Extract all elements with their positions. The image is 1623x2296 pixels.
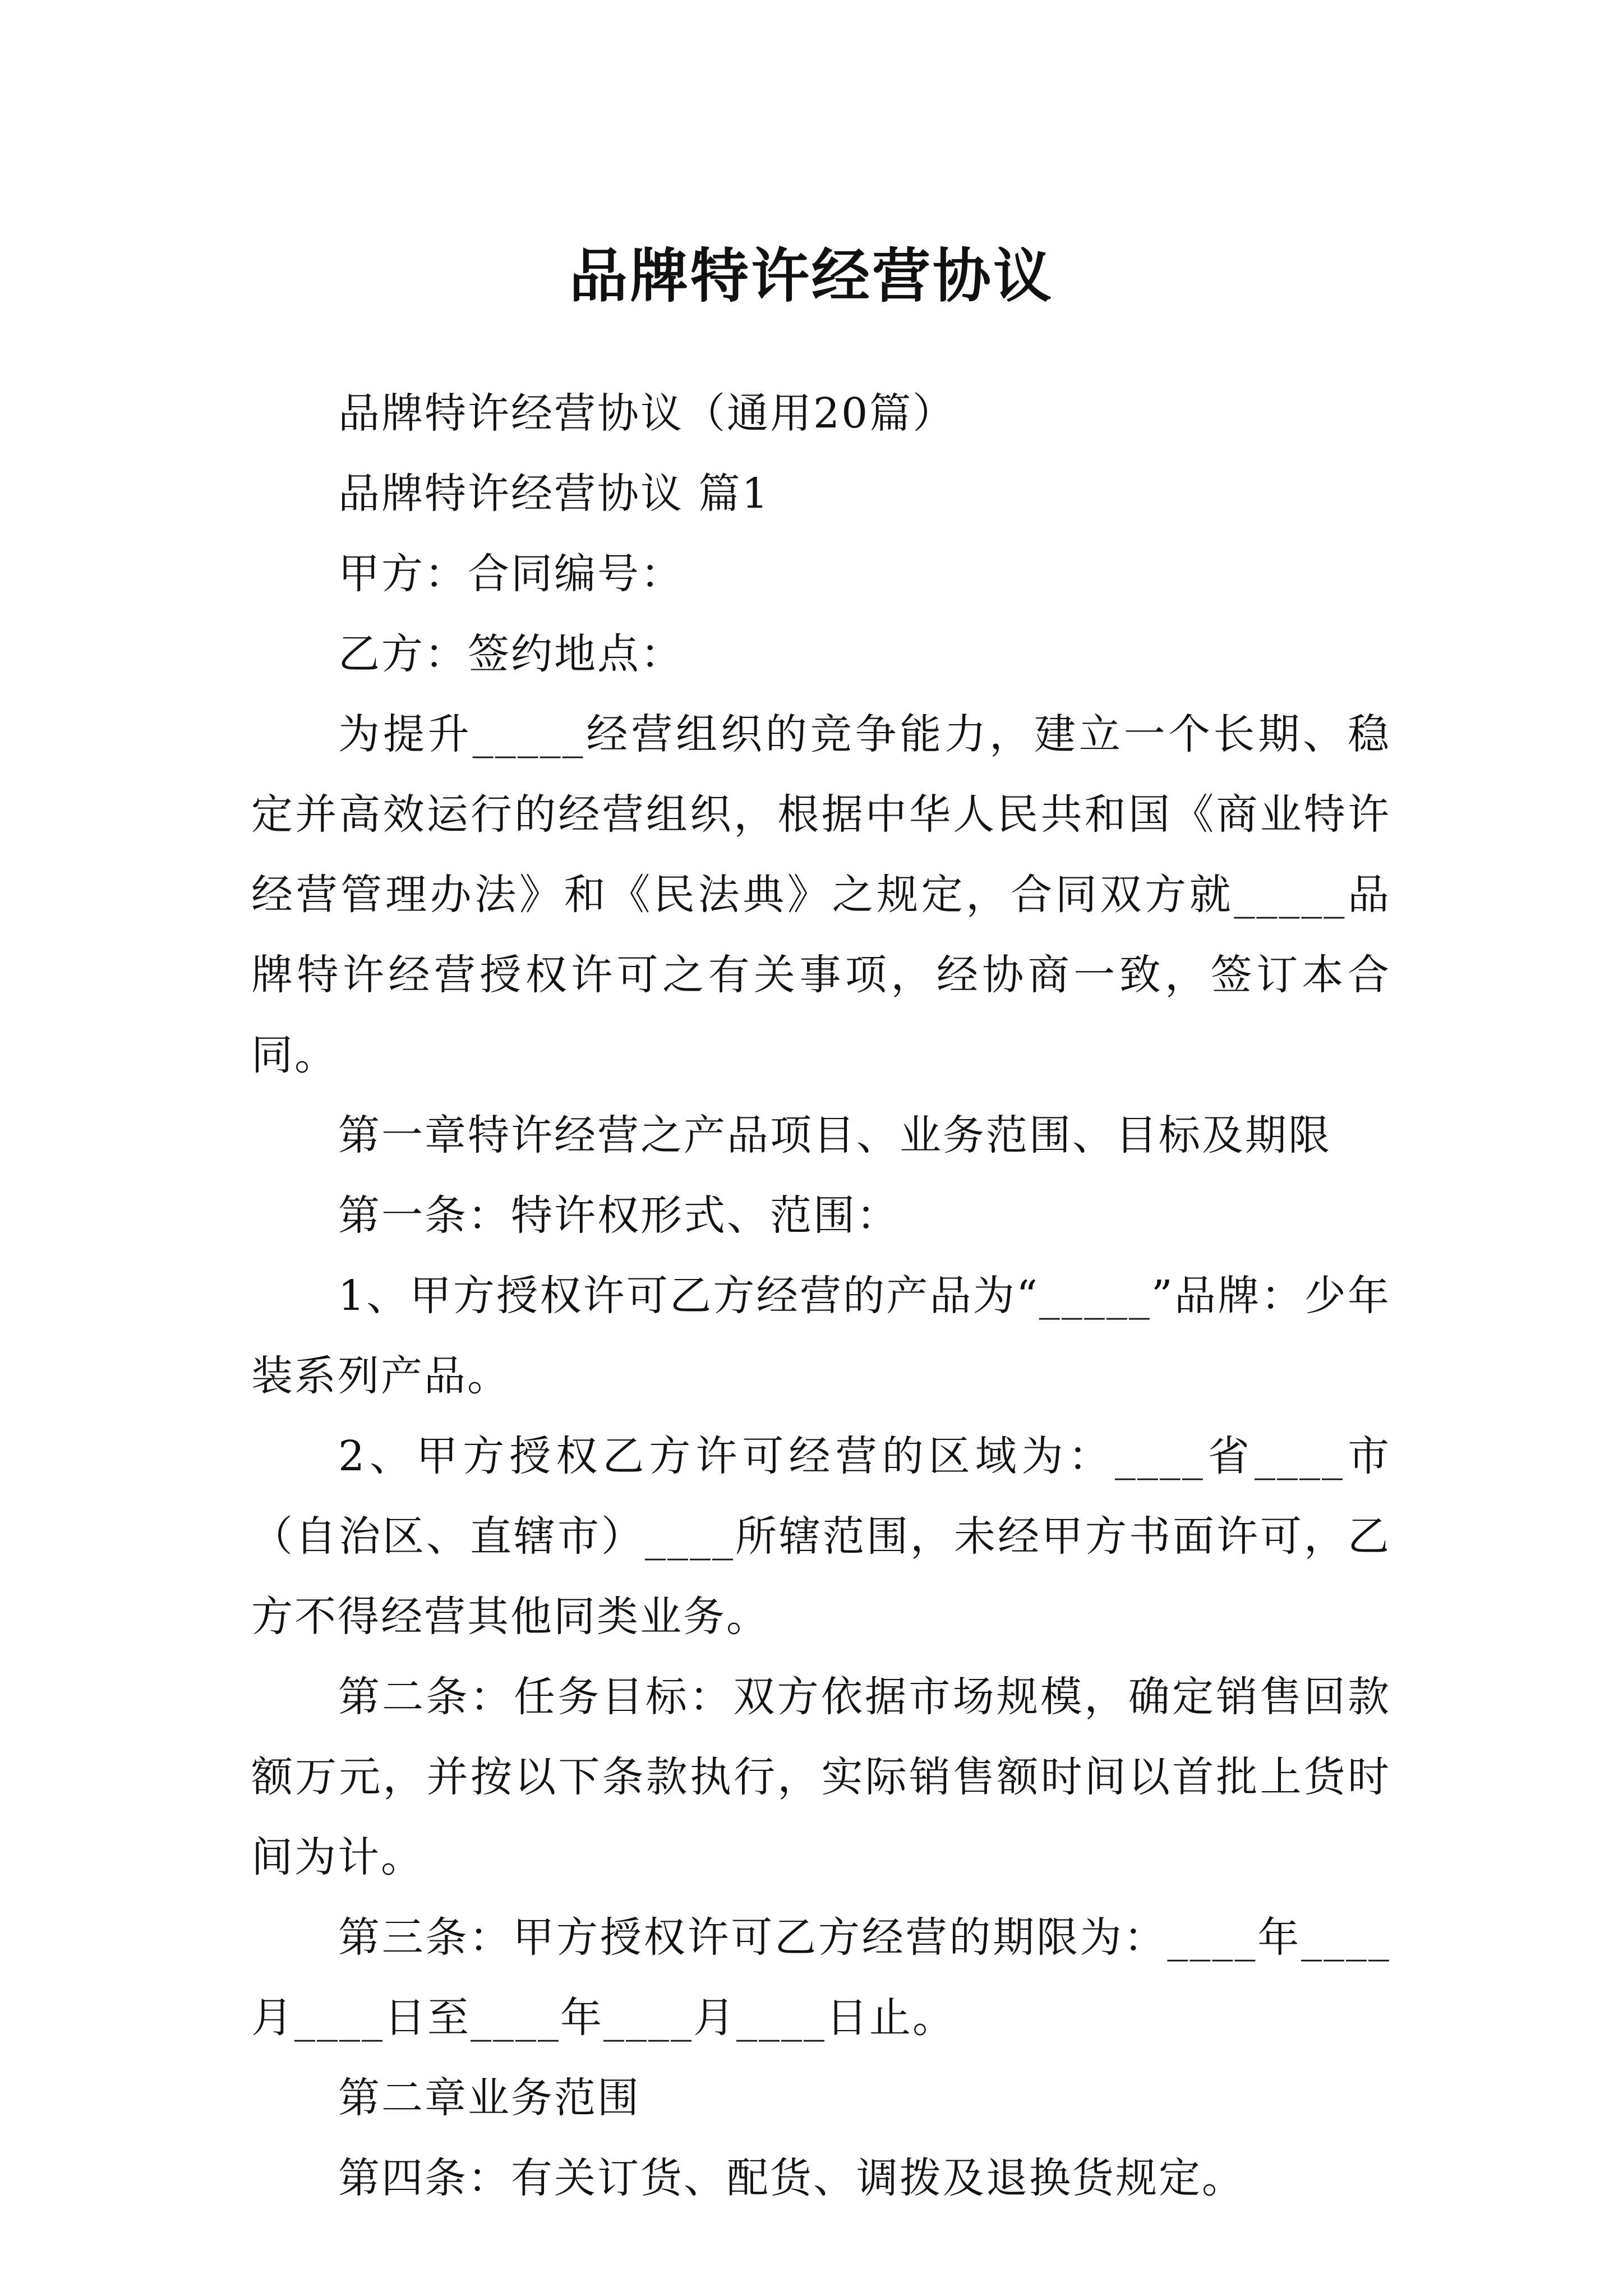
paragraph: 品牌特许经营协议 篇1 [338, 470, 770, 518]
paragraph: 第四条：有关订货、配货、调拨及退换货规定。 [338, 2154, 1245, 2202]
paragraph: 甲方：合同编号： [338, 550, 684, 598]
document-body [251, 374, 1391, 2219]
paragraph: 第二章业务范围 [338, 2074, 640, 2122]
paragraph: 第一章特许经营之产品项目、业务范围、目标及期限 [338, 1111, 1331, 1159]
paragraph: 1、甲方授权许可乙方经营的产品为“_____”品牌：少年装系列产品。 [251, 1272, 1391, 1400]
paragraph: 品牌特许经营协议（通用20篇） [338, 389, 956, 438]
paragraph: 2、甲方授权乙方许可经营的区域为：____省____市（自治区、直辖市）____所辖范围，未经甲方书面许可，乙方不得经营其他同类业务。 [251, 1432, 1391, 1641]
paragraph: 第三条：甲方授权许可乙方经营的期限为：____年____月____日至____年____月____日止。 [251, 1913, 1391, 2042]
paragraph: 第二条：任务目标：双方依据市场规模，确定销售回款额万元，并按以下条款执行，实际销售额时间以首批上货时间为计。 [251, 1673, 1391, 1881]
document-title: 品牌特许经营协议 [569, 241, 1054, 310]
paragraph: 乙方：签约地点： [338, 630, 684, 678]
paragraph: 第一条：特许权形式、范围： [338, 1191, 900, 1240]
paragraph: 为提升_____经营组织的竞争能力，建立一个长期、稳定并高效运行的经营组织，根据中华人民共和国《商业特许经营管理办法》和《民法典》之规定，合同双方就_____品牌特许经营授权许可之有关事项，经协商一致，签订本合同。 [251, 710, 1391, 1079]
